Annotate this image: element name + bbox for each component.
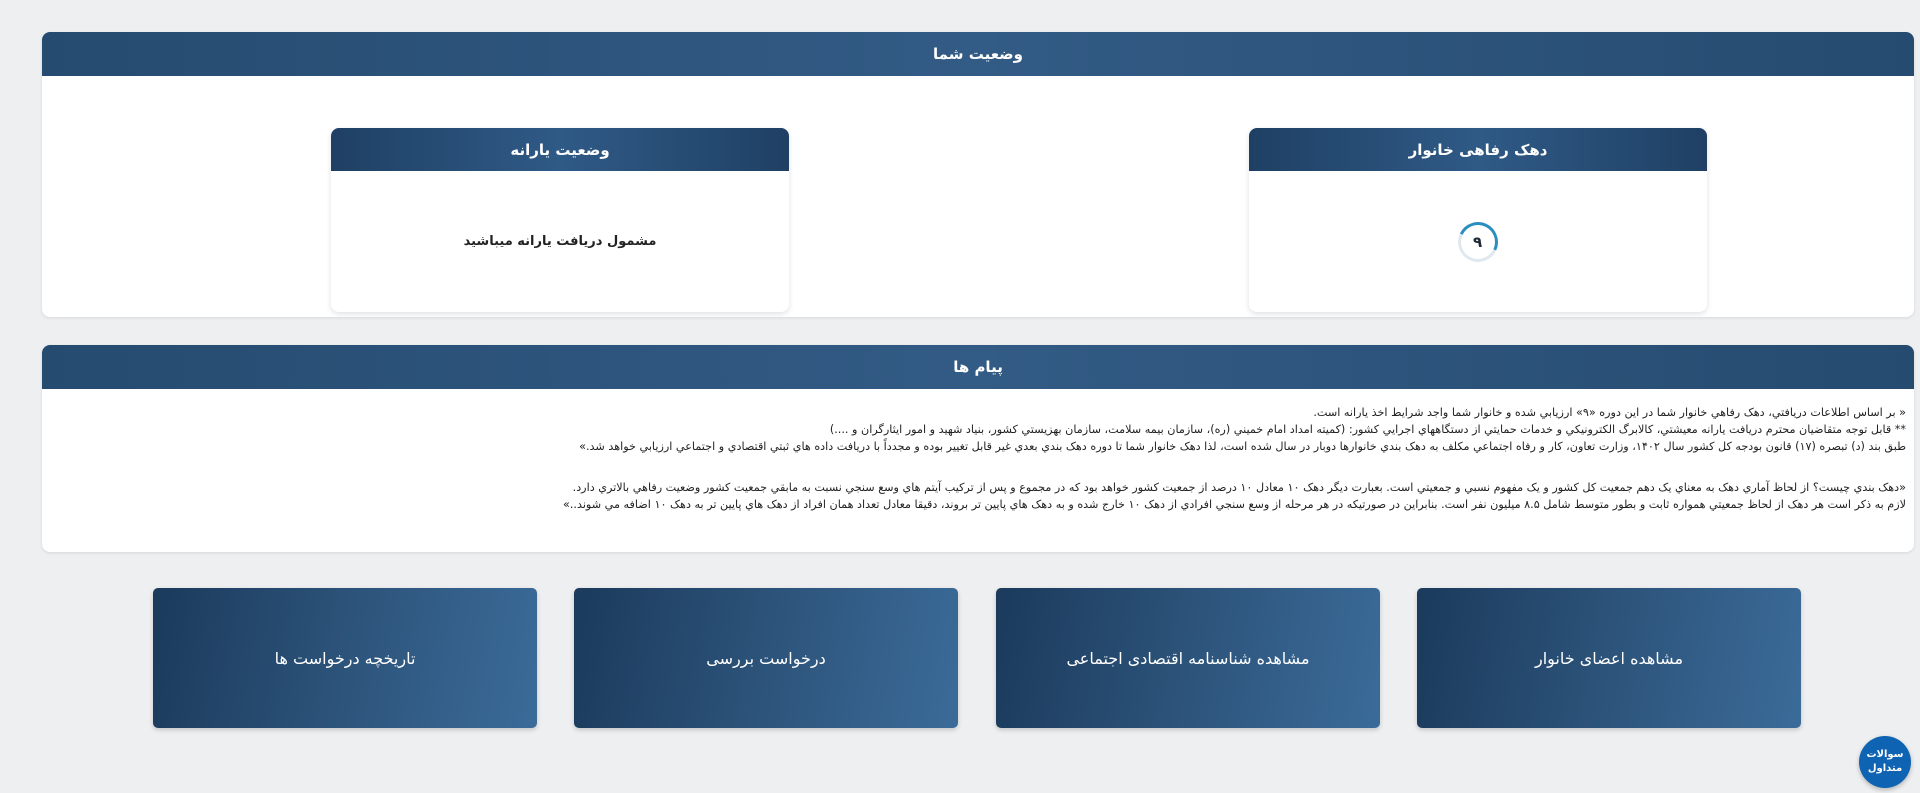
decile-card-body [1249, 171, 1707, 312]
subsidy-card-title: وضعیت یارانه [331, 128, 789, 171]
subsidy-card-body [331, 171, 789, 312]
request-history-button[interactable]: تاریخچه درخواست ها [153, 588, 537, 728]
message-line: «دهک بندي چيست؟ از لحاظ آماري دهک به معناي يک دهم جمعيت کل کشور و يک مفهوم نسبي و جمعيتي است. بعبارت ديگر دهک ۱۰ معادل ۱۰ درصد از جمعيت کشور خواهد بود که در مجموع و پس از ترکيب آيتم هاي وسع سنجي نسبت به مابقي جمعيت کشور وضعيت رفاهي بالاتري دارد. [572, 481, 1906, 494]
status-panel-title: وضعیت شما [42, 32, 1914, 76]
faq-label-line1: سوالات [1866, 749, 1904, 760]
faq-label-line2: متداول [1867, 763, 1903, 774]
message-line: لازم به ذکر است هر دهک از لحاظ جمعيتي همواره ثابت و بطور متوسط شامل ۸.۵ ميليون نفر است. بنابراين در صورتيکه در هر مرحله از وسع سنجي افرادي از دهک ۱۰ خارج شده و به دهک هاي پايين تر بروند، دقيقا معادل تعداد همان افراد از دهک هاي پايين تر به دهک ۱۰ اضافه مي شوند..» [562, 498, 1906, 511]
decile-card-title: دهک رفاهی خانوار [1249, 128, 1707, 171]
review-request-button[interactable]: درخواست بررسی [574, 588, 958, 728]
messages-panel-title: پیام ها [42, 345, 1914, 389]
message-spacer [50, 455, 1906, 479]
message-line: « بر اساس اطلاعات دريافتي، دهک رفاهي خانوار شما در اين دوره «۹» ارزيابي شده و خانوار شما واجد شرايط اخذ يارانه است. [1313, 406, 1906, 419]
messages-body [42, 389, 1914, 513]
status-panel [42, 32, 1914, 317]
economic-profile-button[interactable]: مشاهده شناسنامه اقتصادی اجتماعی [996, 588, 1380, 728]
message-line: ** قابل توجه متقاضيان محترم دريافت يارانه معيشتي، کالابرگ الکترونيکي و خدمات حمايتي از دستگاههاي اجرايي کشور: (کميته امداد امام خميني (ره)، سازمان بيمه سلامت، سازمان بهزيستي کشور، بنياد شهيد و امور ايثارگران و ....) [829, 423, 1906, 436]
message-line: طبق بند (د) تبصره (۱۷) قانون بودجه کل کشور سال ۱۴۰۲، وزارت تعاون، کار و رفاه اجتماعي مکلف به دهک بندي خانوارها دوبار در سال شده است، لذا دهک خانوار شما تا دوره دهک بندي بعدي غير قابل تغيير بوده و مجدداً با دريافت داده هاي ثبتي اقتصادي و اجتماعي ارزيابي خواهد شد.» [579, 440, 1906, 453]
decile-value: ۹ [1473, 232, 1483, 251]
faq-button[interactable] [1859, 736, 1911, 788]
messages-panel [42, 345, 1914, 552]
decile-card [1249, 128, 1707, 312]
decile-ring-icon [1452, 216, 1503, 267]
family-members-button[interactable]: مشاهده اعضای خانوار [1417, 588, 1801, 728]
subsidy-status-text: مشمول دریافت یارانه میباشید [463, 234, 657, 249]
subsidy-card [331, 128, 789, 312]
